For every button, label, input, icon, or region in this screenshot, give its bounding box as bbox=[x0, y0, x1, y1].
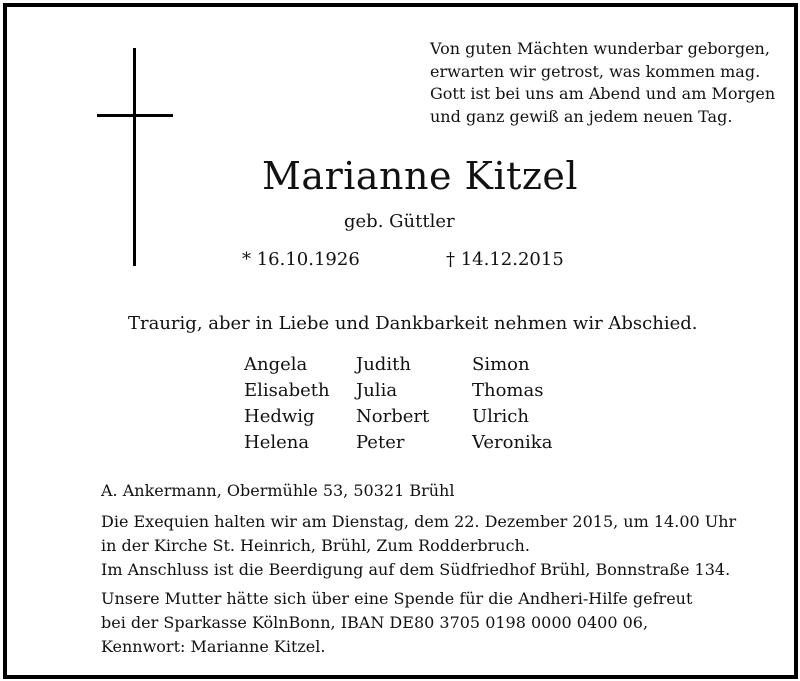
mourner-name: Elisabeth bbox=[244, 380, 330, 401]
deceased-name: Marianne Kitzel bbox=[262, 154, 579, 198]
donation-line: Unsere Mutter hätte sich über eine Spende für die Andheri-Hilfe gefreut bbox=[101, 589, 693, 608]
poem-line: Gott ist bei uns am Abend und am Morgen bbox=[430, 84, 776, 103]
family-address: A. Ankermann, Obermühle 53, 50321 Brühl bbox=[101, 481, 455, 500]
mourner-name: Simon bbox=[472, 354, 530, 375]
mourners-column-1 bbox=[244, 352, 330, 456]
poem-line: und ganz gewiß an jedem neuen Tag. bbox=[430, 106, 733, 126]
poem bbox=[430, 38, 790, 128]
donation-details bbox=[101, 587, 781, 659]
funeral-line: Im Anschluss ist die Beerdigung auf dem Südfriedhof Brühl, Bonnstraße 134. bbox=[101, 560, 731, 579]
death-date: † 14.12.2015 bbox=[446, 249, 564, 270]
mourner-name: Judith bbox=[356, 354, 411, 375]
poem-line: Von guten Mächten wunderbar geborgen, bbox=[430, 39, 770, 58]
mourner-name: Peter bbox=[356, 432, 405, 453]
donation-line: Kennwort: Marianne Kitzel. bbox=[101, 637, 326, 656]
cross-icon bbox=[133, 48, 136, 266]
funeral-details bbox=[101, 510, 781, 582]
mourners-column-2 bbox=[356, 352, 429, 456]
mourner-name: Norbert bbox=[356, 406, 430, 427]
mourner-name: Helena bbox=[244, 432, 310, 453]
mourner-name: Julia bbox=[356, 380, 398, 401]
maiden-name: geb. Güttler bbox=[344, 211, 455, 232]
mourners-column-3 bbox=[472, 352, 552, 456]
funeral-line: Die Exequien halten wir am Dienstag, dem 22. Dezember 2015, um 14.00 Uhr bbox=[101, 512, 737, 531]
mourner-name: Hedwig bbox=[244, 406, 315, 427]
poem-line: erwarten wir getrost, was kommen mag. bbox=[430, 61, 761, 81]
donation-line: bei der Sparkasse KölnBonn, IBAN DE80 3705 0198 0000 0400 06, bbox=[101, 613, 649, 632]
birth-date: * 16.10.1926 bbox=[242, 249, 360, 270]
farewell-line: Traurig, aber in Liebe und Dankbarkeit nehmen wir Abschied. bbox=[128, 313, 698, 334]
funeral-line: in der Kirche St. Heinrich, Brühl, Zum Rodderbruch. bbox=[101, 536, 530, 555]
mourner-name: Thomas bbox=[472, 380, 544, 401]
cross-icon-bar bbox=[97, 114, 173, 117]
mourner-name: Veronika bbox=[472, 432, 553, 453]
mourner-name: Angela bbox=[244, 354, 308, 375]
mourner-name: Ulrich bbox=[472, 406, 529, 427]
